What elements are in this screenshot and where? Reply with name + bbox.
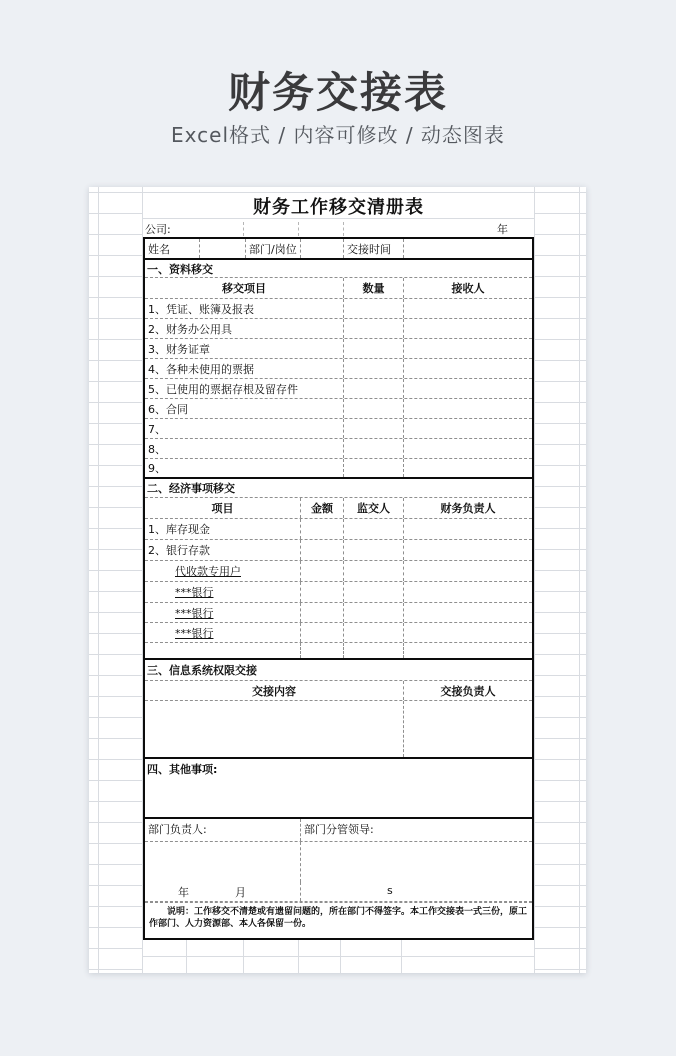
- amount-cell: [300, 582, 343, 602]
- col-item: 项目: [211, 502, 234, 515]
- finance-lead-cell: [403, 643, 532, 658]
- supervisor-cell: [343, 643, 403, 658]
- col-amount: 金额: [300, 498, 343, 518]
- col-quantity: 数量: [343, 278, 403, 298]
- table-row: [145, 623, 532, 643]
- amount-cell: [300, 540, 343, 560]
- table-row: [145, 561, 532, 582]
- table-row: [145, 339, 532, 359]
- department-label: 部门/岗位: [245, 239, 300, 258]
- section1-header-row: [145, 278, 532, 299]
- supervisor-cell: [343, 540, 403, 560]
- handover-form-table: [143, 237, 534, 940]
- signature-space-row: [145, 842, 532, 882]
- year-label: 年: [497, 223, 508, 236]
- s2-item: ***银行: [175, 606, 214, 620]
- col-handover-lead: 交接负责人: [403, 681, 532, 700]
- table-row: [145, 399, 532, 419]
- signature-date-row: [145, 882, 532, 902]
- table-row: [145, 459, 532, 479]
- handover-content-cell: [145, 701, 403, 757]
- company-label: 公司:: [145, 223, 171, 236]
- receiver-cell: [403, 339, 532, 358]
- section4-title: 四、其他事项:: [147, 763, 218, 776]
- col-receiver: 接收人: [403, 278, 532, 298]
- name-value-cell: [199, 239, 245, 258]
- qty-cell: [343, 459, 403, 477]
- supervisor-cell: [343, 623, 403, 642]
- sheet-header-area: [143, 187, 534, 237]
- finance-lead-cell: [403, 540, 532, 560]
- table-row: [145, 519, 532, 540]
- sheet-title: 财务工作移交清册表: [143, 192, 534, 219]
- receiver-cell: [403, 459, 532, 477]
- s1-item: 7、: [148, 422, 166, 436]
- sheet-left-margin-grid: [89, 187, 143, 973]
- amount-cell: [300, 623, 343, 642]
- finance-lead-cell: [403, 561, 532, 581]
- receiver-cell: [403, 319, 532, 338]
- signature-mark: s: [387, 884, 393, 897]
- receiver-cell: [403, 419, 532, 438]
- table-row: [145, 359, 532, 379]
- section1-title-row: [145, 260, 532, 278]
- excel-sheet-preview: [89, 187, 586, 973]
- s2-item: 1、库存现金: [148, 523, 210, 536]
- supervisor-cell: [343, 582, 403, 602]
- name-label: 姓名: [148, 242, 170, 256]
- col-supervisor: 监交人: [343, 498, 403, 518]
- page-subtitle: Excel格式 / 内容可修改 / 动态图表: [171, 123, 505, 147]
- finance-lead-cell: [403, 623, 532, 642]
- section2-title-row: [145, 479, 532, 498]
- s1-item: 8、: [148, 442, 166, 456]
- signature-space-right: [300, 842, 532, 882]
- receiver-cell: [403, 359, 532, 378]
- s1-item: 1、凭证、账簿及报表: [148, 302, 254, 316]
- info-header-row: [145, 239, 532, 260]
- receiver-cell: [403, 399, 532, 418]
- amount-cell: [300, 643, 343, 658]
- table-row: [145, 603, 532, 623]
- supervisor-cell: [343, 519, 403, 539]
- signature-space-left: [145, 842, 300, 882]
- page-title: 财务交接表: [227, 68, 448, 117]
- finance-lead-cell: [403, 582, 532, 602]
- col-finance-lead: 财务负责人: [403, 498, 532, 518]
- s2-item: 代收款专用户: [175, 565, 241, 578]
- qty-cell: [343, 359, 403, 378]
- col-transfer-item: 移交项目: [222, 282, 266, 295]
- qty-cell: [343, 379, 403, 398]
- signature-label-row: [145, 819, 532, 842]
- s1-item: 3、财务证章: [148, 342, 210, 356]
- year-char: 年: [178, 886, 189, 899]
- handover-lead-cell: [403, 701, 532, 757]
- supervisor-cell: [343, 603, 403, 622]
- handover-time-value-cell: [403, 239, 532, 258]
- dept-head-label: 部门负责人:: [148, 823, 207, 836]
- qty-cell: [343, 419, 403, 438]
- table-row: [145, 540, 532, 561]
- table-row: [145, 582, 532, 603]
- table-row: [145, 319, 532, 339]
- date-cell: [145, 882, 300, 901]
- amount-cell: [300, 561, 343, 581]
- qty-cell: [343, 399, 403, 418]
- qty-cell: [343, 339, 403, 358]
- section3-header-row: [145, 681, 532, 701]
- company-row: [143, 219, 534, 237]
- month-char: 月: [235, 886, 246, 899]
- section2-header-row: [145, 498, 532, 519]
- qty-cell: [343, 439, 403, 458]
- section2-title: 二、经济事项移交: [147, 482, 235, 495]
- s1-item: 4、各种未使用的票据: [148, 362, 254, 376]
- finance-lead-cell: [403, 603, 532, 622]
- table-row: [145, 419, 532, 439]
- receiver-cell: [403, 439, 532, 458]
- sheet-bottom-grid: [143, 940, 534, 973]
- section1-title: 一、资料移交: [147, 262, 213, 276]
- department-value-cell: [300, 239, 343, 258]
- s2-item: ***银行: [175, 626, 214, 640]
- dept-leader-label: 部门分管领导:: [300, 819, 532, 841]
- section3-title: 三、信息系统权限交接: [147, 664, 257, 677]
- s1-item: 6、合同: [148, 402, 188, 416]
- table-row: [145, 299, 532, 319]
- section3-title-row: [145, 660, 532, 681]
- receiver-cell: [403, 379, 532, 398]
- table-row: [145, 643, 532, 660]
- receiver-cell: [403, 299, 532, 318]
- s1-item: 9、: [148, 462, 166, 475]
- amount-cell: [300, 603, 343, 622]
- note-text: 说明：工作移交不清楚或有遗留问题的，所在部门不得签字。本工作交接表一式三份，原工作部门、人力资源部、本人各保留一份。: [145, 902, 532, 942]
- leader-sign-cell: [300, 882, 532, 901]
- table-row: [145, 379, 532, 399]
- col-handover-content: 交接内容: [252, 684, 296, 698]
- section4-row: [145, 759, 532, 819]
- s2-item: ***银行: [175, 586, 214, 599]
- sheet-right-margin-grid: [534, 187, 586, 973]
- s1-item: 5、已使用的票据存根及留存件: [148, 382, 298, 396]
- table-row: [145, 439, 532, 459]
- s1-item: 2、财务办公用具: [148, 322, 232, 336]
- amount-cell: [300, 519, 343, 539]
- blank-item-cell: [145, 643, 300, 658]
- s2-item: 2、银行存款: [148, 544, 210, 557]
- supervisor-cell: [343, 561, 403, 581]
- section3-content-row: [145, 701, 532, 759]
- qty-cell: [343, 319, 403, 338]
- qty-cell: [343, 299, 403, 318]
- finance-lead-cell: [403, 519, 532, 539]
- handover-time-label: 交接时间: [343, 239, 403, 258]
